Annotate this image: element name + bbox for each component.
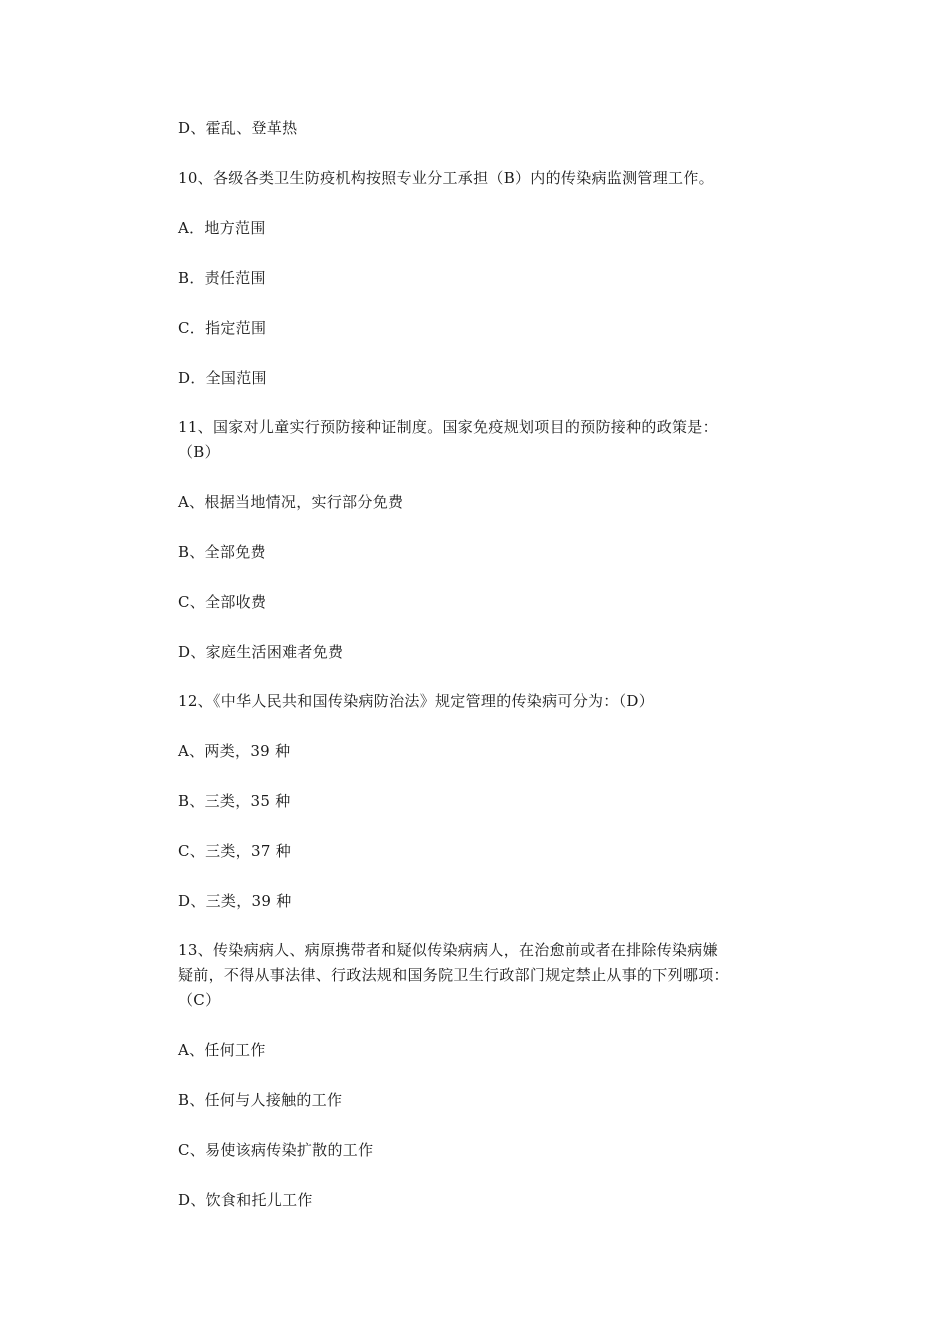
option-12-a: A、两类，39 种 [178,742,291,760]
option-12-b: B、三类，35 种 [178,792,291,810]
option-10-a: A．地方范围 [178,219,266,237]
option-11-a: A、根据当地情况，实行部分免费 [178,493,404,511]
option-9-d: D、霍乱、登革热 [178,119,298,137]
option-11-b: B、全部免费 [178,543,266,561]
option-13-b: B、任何与人接触的工作 [178,1091,343,1109]
option-10-b: B．责任范围 [178,269,266,287]
option-13-d: D、饮食和托儿工作 [178,1191,313,1209]
option-11-d: D、家庭生活困难者免费 [178,643,344,661]
option-11-c: C、全部收费 [178,593,267,611]
option-12-c: C、三类，37 种 [178,842,292,860]
option-13-a: A、任何工作 [178,1041,266,1059]
question-13-line-2: 疑前，不得从事法律、行政法规和国务院卫生行政部门规定禁止从事的下列哪项： [178,966,729,984]
option-10-d: D．全国范围 [178,369,267,387]
option-12-d: D、三类，39 种 [178,892,292,910]
question-11-line-2: （B） [178,443,220,461]
option-13-c: C、易使该病传染扩散的工作 [178,1141,374,1159]
option-10-c: C．指定范围 [178,319,267,337]
question-13-line-1: 13、传染病病人、病原携带者和疑似传染病病人，在治愈前或者在排除传染病嫌 [178,941,718,959]
question-10: 10、各级各类卫生防疫机构按照专业分工承担（B）内的传染病监测管理工作。 [178,169,714,187]
question-12: 12、《中华人民共和国传染病防治法》规定管理的传染病可分为：（D） [178,692,655,710]
question-13-line-3: （C） [178,991,221,1009]
question-11-line-1: 11、国家对儿童实行预防接种证制度。国家免疫规划项目的预防接种的政策是： [178,418,718,436]
